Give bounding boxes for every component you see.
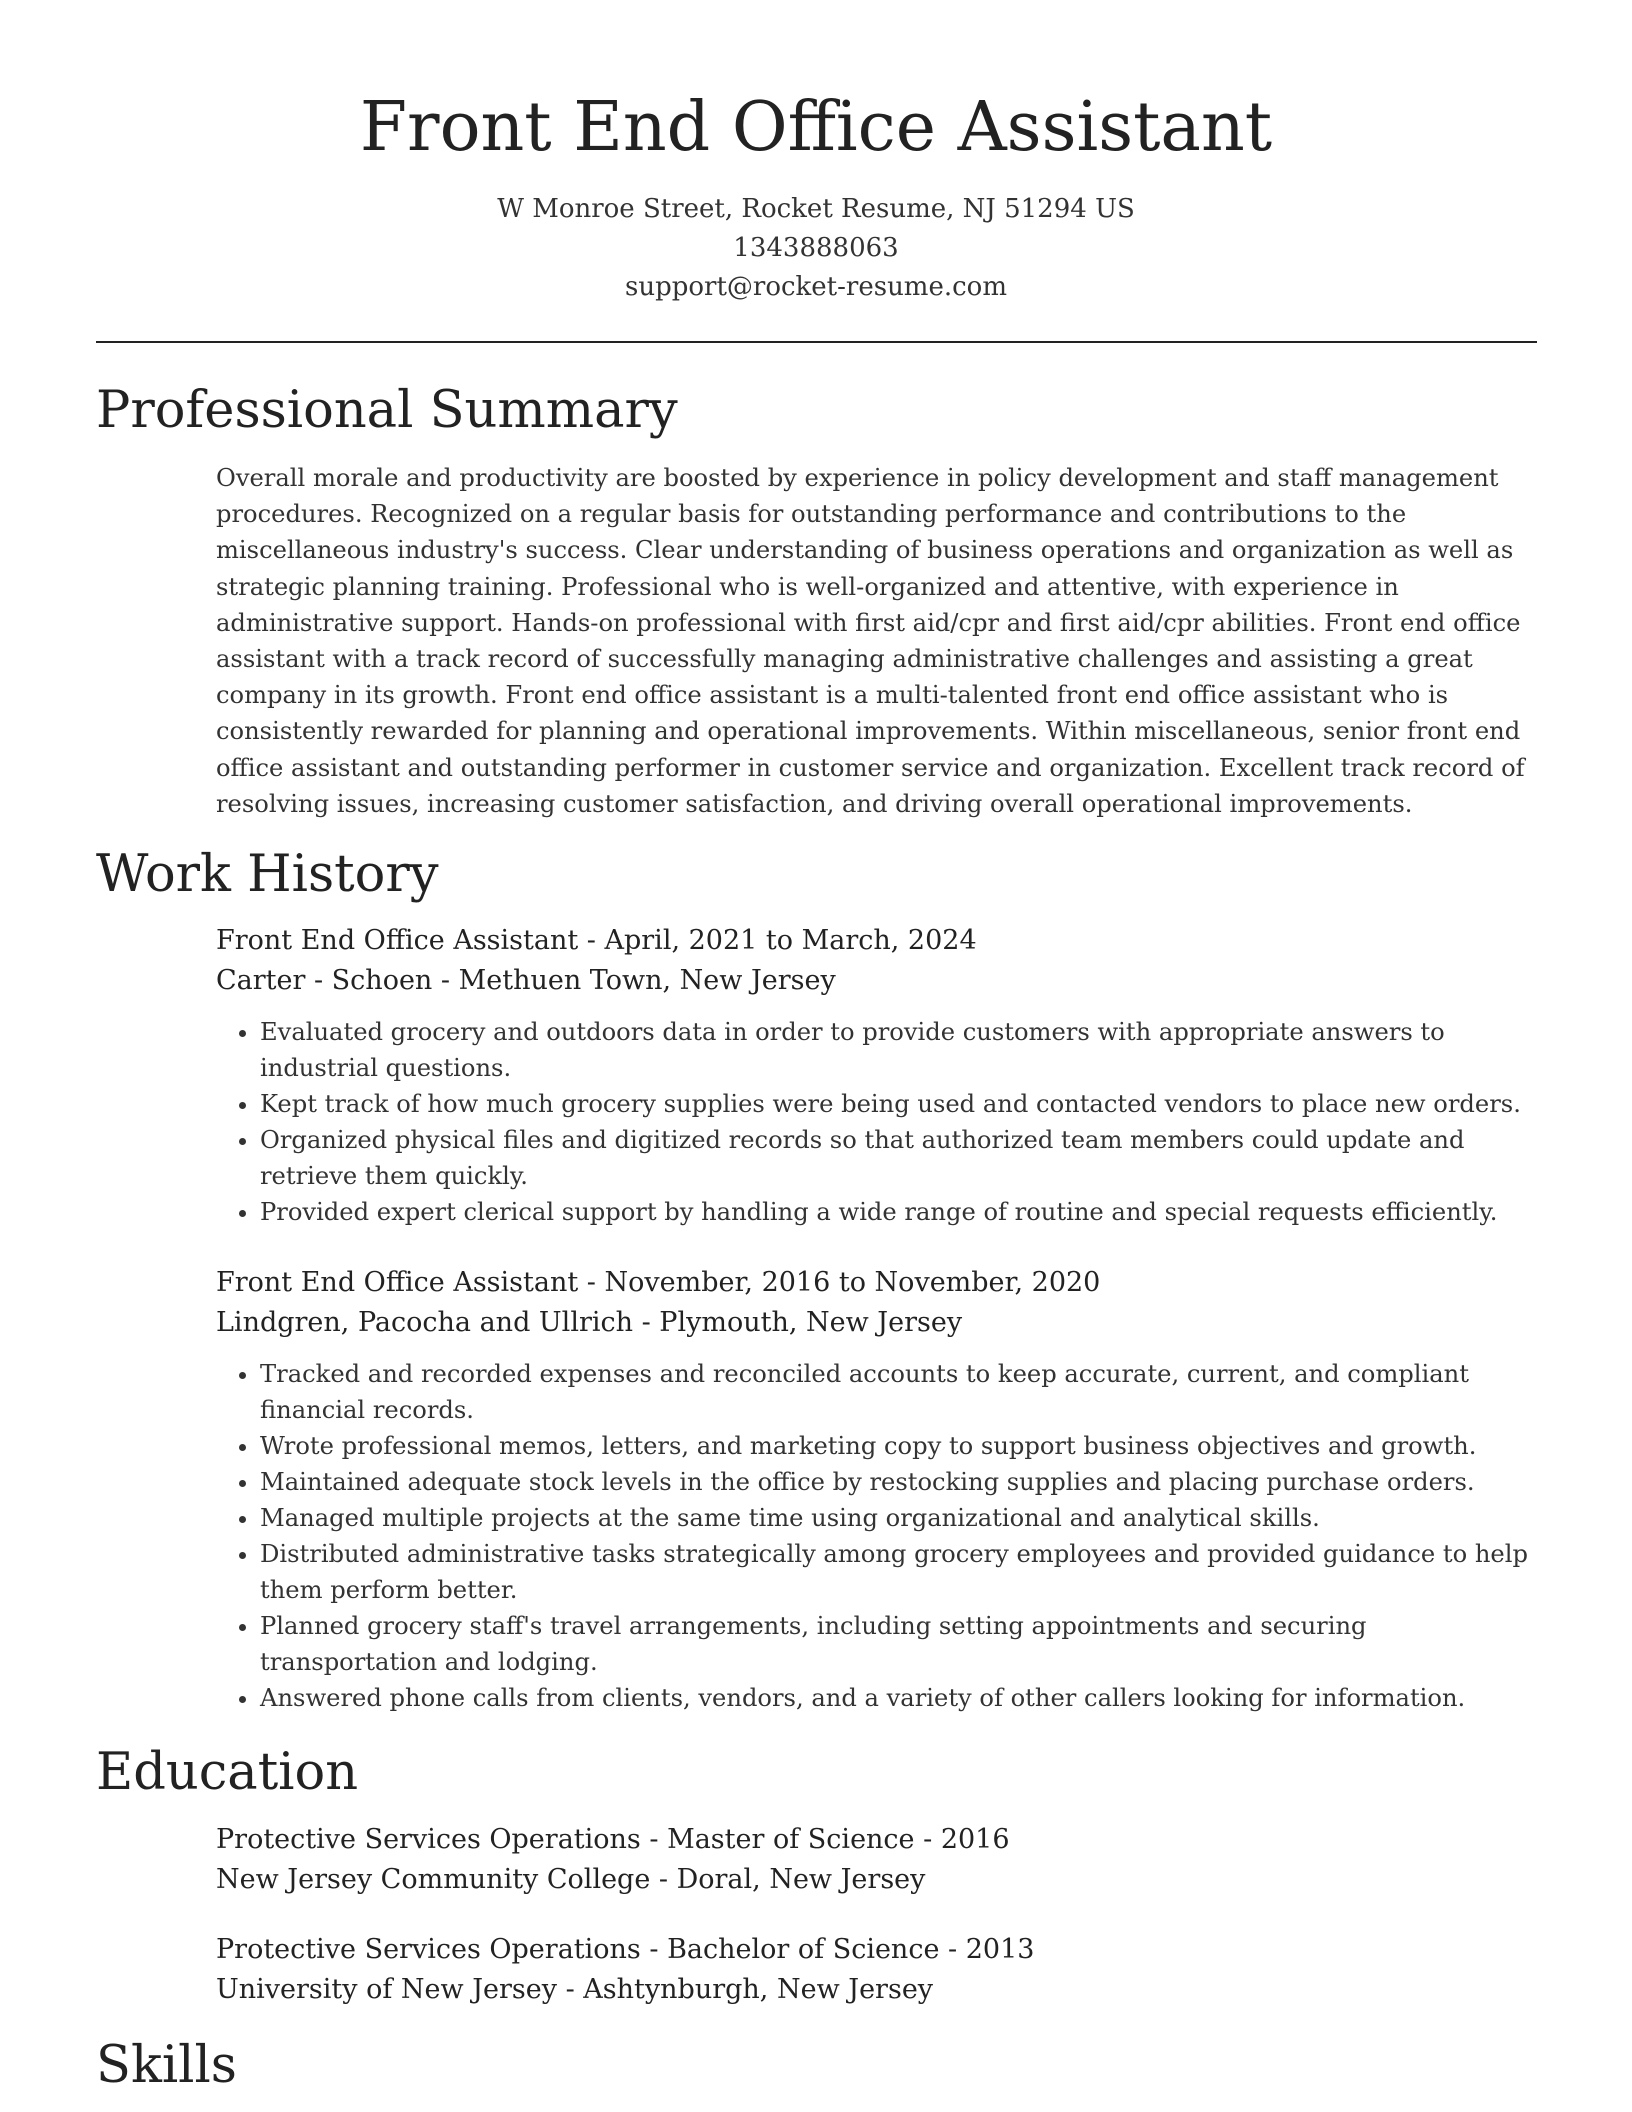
job-title-line: Front End Office Assistant - April, 2021 to March, 2024 (216, 925, 977, 956)
contact-address: W Monroe Street, Rocket Resume, NJ 51294 US (497, 194, 1135, 224)
job-entry (216, 921, 1536, 1230)
education-degree-line: Protective Services Operations - Bachelor of Science - 2013 (216, 1934, 1035, 1965)
job-company-line: Lindgren, Pacocha and Ullrich - Plymouth, New Jersey (216, 1307, 963, 1338)
job-bullet: • Kept track of how much grocery supplies were being used and contacted vendors to place new orders. (260, 1086, 1536, 1122)
contact-info (0, 190, 1632, 307)
section-title-work-history: Work History (96, 845, 439, 904)
job-bullet: • Planned grocery staff's travel arrangements, including setting appointments and securing transportation and lodging. (260, 1608, 1536, 1680)
job-bullet: • Provided expert clerical support by handling a wide range of routine and special requests efficiently. (260, 1194, 1536, 1230)
header-divider (96, 341, 1537, 343)
job-title-line: Front End Office Assistant - November, 2016 to November, 2020 (216, 1267, 1101, 1298)
job-bullets (216, 1356, 1536, 1716)
job-bullets (216, 1014, 1536, 1230)
education-degree-line: Protective Services Operations - Master of Science - 2016 (216, 1824, 1010, 1855)
job-bullet: • Distributed administrative tasks strategically among grocery employees and provided guidance to help them perform better. (260, 1536, 1536, 1608)
section-title-skills: Skills (96, 2036, 237, 2095)
job-bullet: • Maintained adequate stock levels in the office by restocking supplies and placing purchase orders. (260, 1464, 1536, 1500)
job-bullet: • Managed multiple projects at the same time using organizational and analytical skills. (260, 1500, 1536, 1536)
job-bullet: • Tracked and recorded expenses and reconciled accounts to keep accurate, current, and compliant financial records. (260, 1356, 1536, 1428)
section-title-education: Education (96, 1743, 359, 1802)
job-company-line: Carter - Schoen - Methuen Town, New Jersey (216, 965, 836, 996)
education-entry (216, 1820, 1536, 1900)
education-entry (216, 1930, 1536, 2010)
resume-header (0, 0, 1632, 307)
job-bullet: • Organized physical files and digitized records so that authorized team members could update and retrieve them quickly. (260, 1122, 1536, 1194)
job-bullet: • Wrote professional memos, letters, and marketing copy to support business objectives and growth. (260, 1428, 1536, 1464)
contact-phone: 1343888063 (733, 233, 899, 263)
job-entry (216, 1263, 1536, 1716)
education-school-line: New Jersey Community College - Doral, New Jersey (216, 1864, 926, 1895)
section-title-summary: Professional Summary (96, 381, 678, 440)
contact-email: support@rocket-resume.com (624, 272, 1007, 302)
job-bullet: • Answered phone calls from clients, vendors, and a variety of other callers looking for information. (260, 1680, 1536, 1716)
summary-text: Overall morale and productivity are boosted by experience in policy development and staff management procedures. Recognized on a regular basis for outstanding performance and contributions to the miscellaneous industry's success. Clear understanding of business operations and organization as well as strategic planning training. Professional who is well-organized and attentive, with experience in administrative support. Hands-on professional with first aid/cpr and first aid/cpr abilities. Front end office assistant with a track record of successfully managing administrative challenges and assisting a great company in its growth. Front end office assistant is a multi-talented front end office assistant who is consistently rewarded for planning and operational improvements. Within miscellaneous, senior front end office assistant and outstanding performer in customer service and organization. Excellent track record of resolving issues, increasing customer satisfaction, and driving overall operational improvements. (216, 464, 1525, 818)
candidate-name: Front End Office Assistant (359, 88, 1273, 167)
job-bullet: • Evaluated grocery and outdoors data in order to provide customers with appropriate answers to industrial questions. (260, 1014, 1536, 1086)
education-school-line: University of New Jersey - Ashtynburgh, New Jersey (216, 1974, 934, 2005)
